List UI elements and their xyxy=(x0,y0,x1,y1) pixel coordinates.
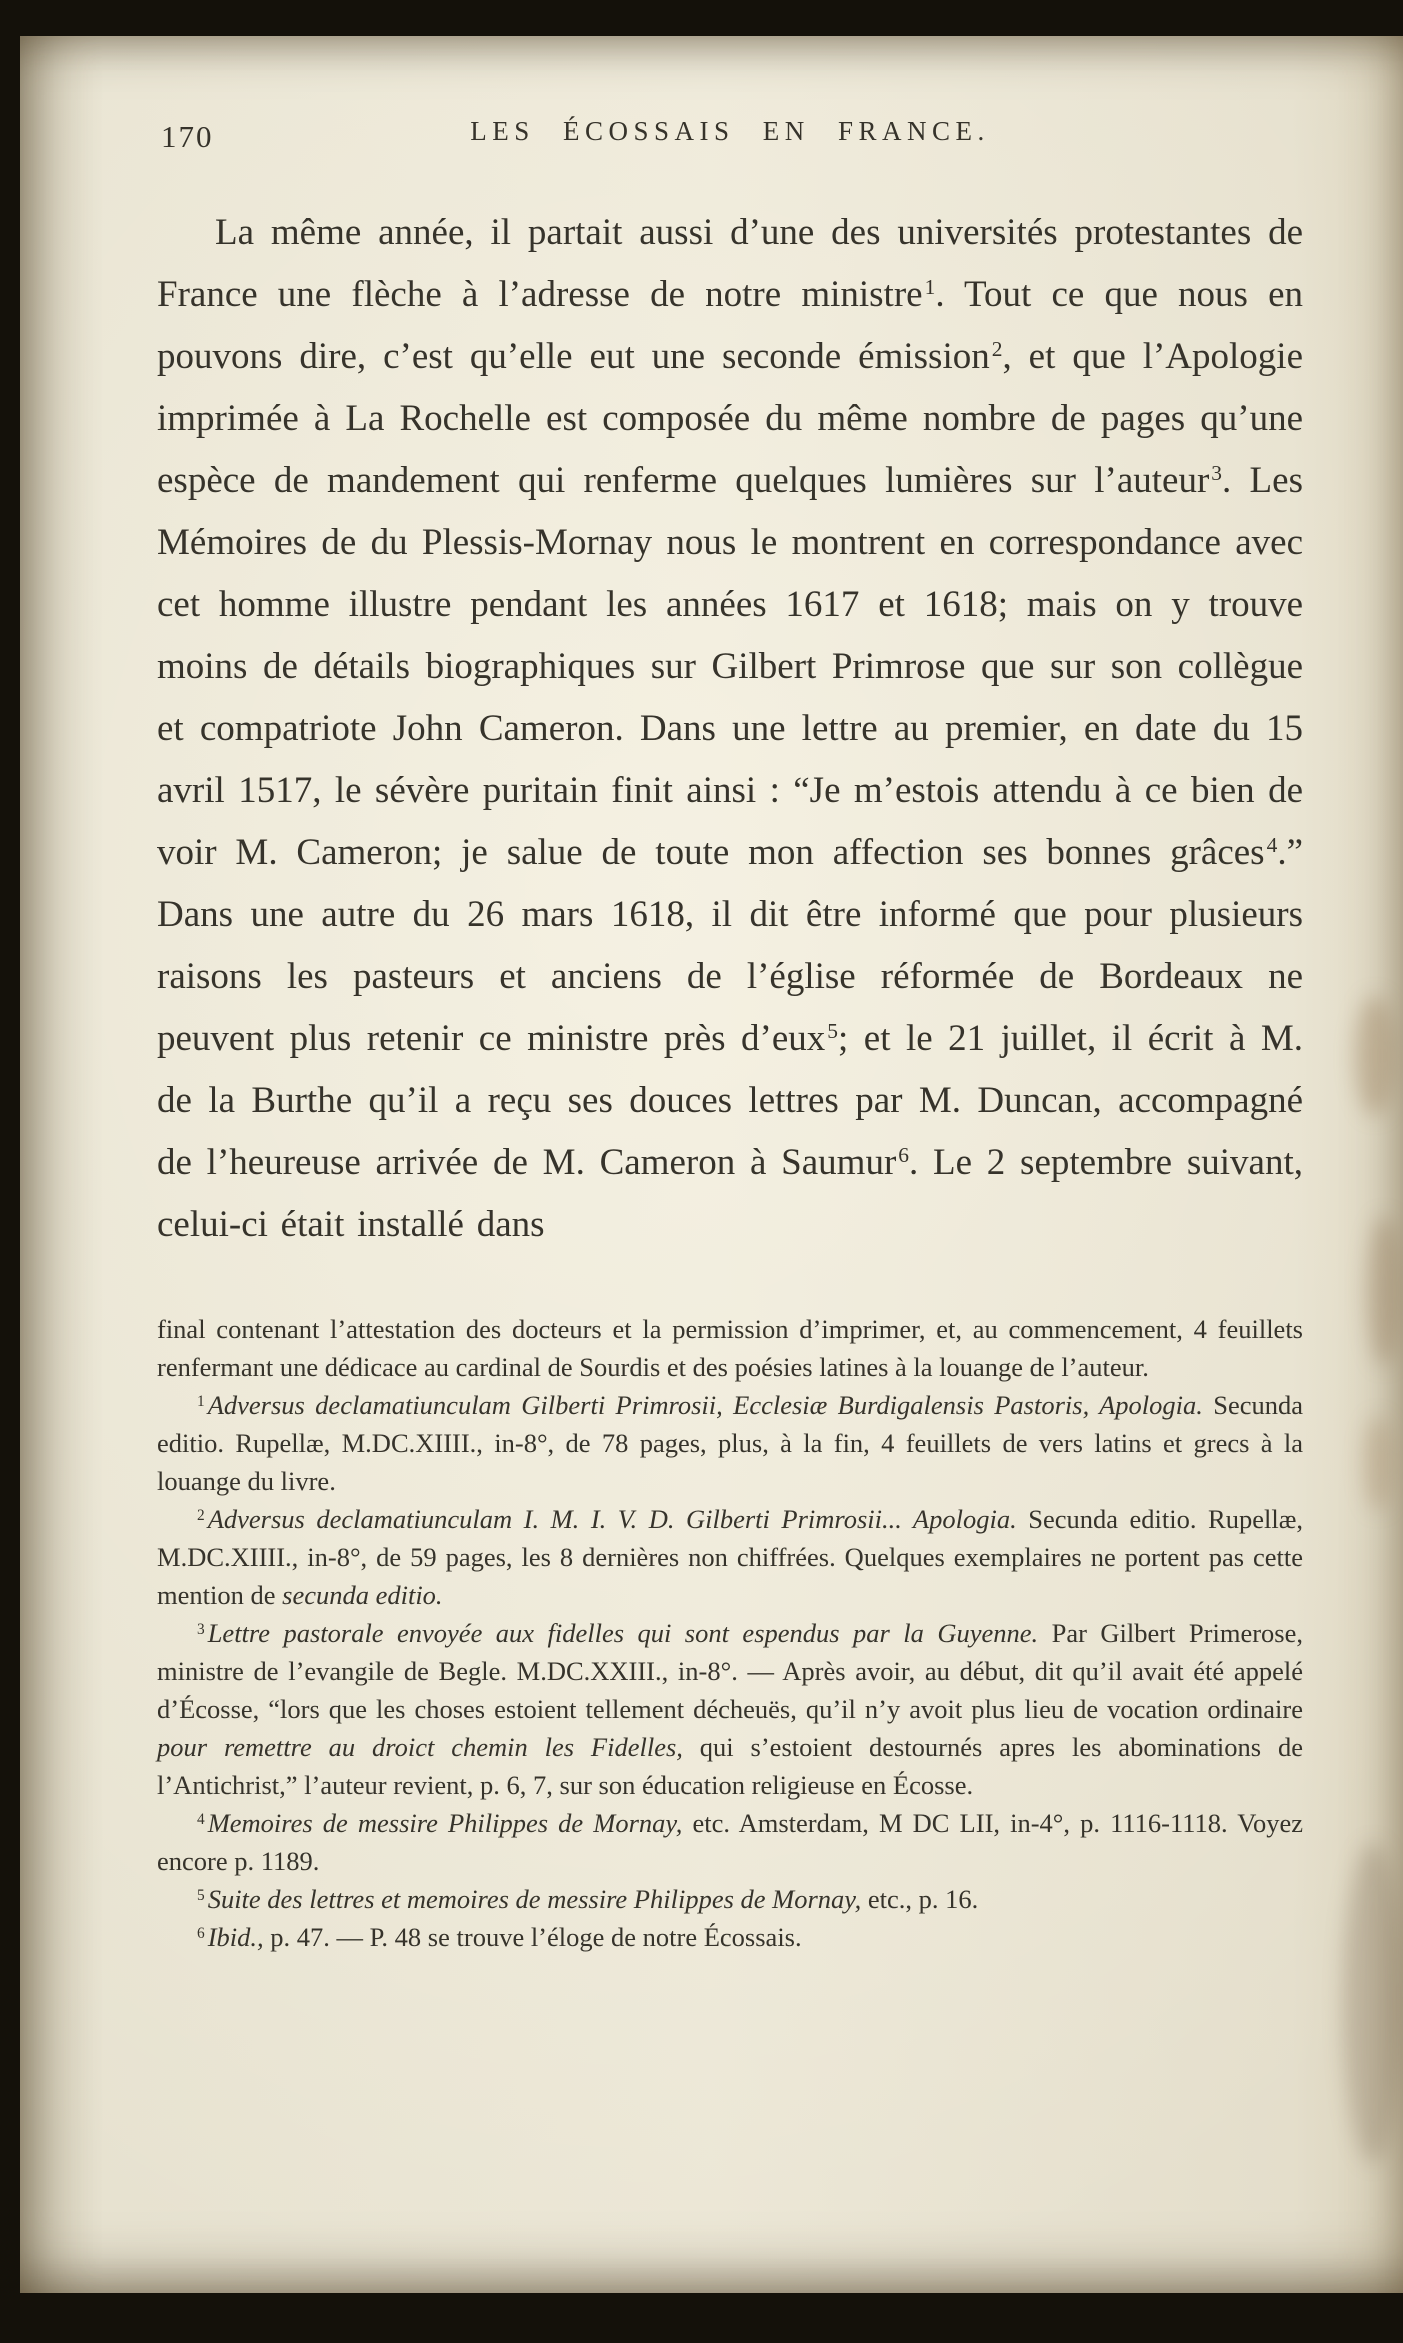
footnote-text-italic: Memoires de messire Philippes de Mornay, xyxy=(207,1808,683,1838)
page-stain xyxy=(1355,996,1395,1116)
footnote-marker: 4 xyxy=(197,1810,205,1828)
page-stain xyxy=(1343,1843,1403,2163)
footnote-marker: 6 xyxy=(197,1924,205,1942)
footnote-text: p. 47. — P. 48 se trouve l’éloge de notre Écossais. xyxy=(263,1922,802,1952)
footnote-text-italic: Adversus declamatiunculam Gilberti Primrosii, Ecclesiæ Burdigalensis Pastoris, Apologia. xyxy=(207,1390,1203,1420)
page-header xyxy=(157,116,1303,158)
footnote-text: etc., p. 16. xyxy=(861,1884,979,1914)
footnote-text-italic: secunda editio. xyxy=(282,1580,443,1610)
footnote-text-italic: Ibid., xyxy=(207,1922,264,1952)
footnote-ref: 6 xyxy=(898,1143,909,1168)
footnote-marker: 2 xyxy=(197,1506,205,1524)
footnote xyxy=(157,1918,1303,1956)
footnote-text: final contenant l’attestation des docteurs et la permission d’imprimer, et, au commencement, 4 feuillets renfermant une dédicace au cardinal de Sourdis et des poésies latines à la louange de l’auteur. xyxy=(157,1314,1303,1382)
body-paragraph: La même année, il partait aussi d’une des universités protestantes de France une flèche à l’adresse de notre ministre$^1$. Tout ce que nous en pouvons dire, c’est qu’elle eut une seconde émission$^2$, et que l’Apologie imprimée à La Rochelle est composée du même nombre de pages qu’une espèce de mandement qui renferme quelques lumières sur l’auteur$^3$. Les Mémoires de du Plessis-Mornay nous le montrent en correspondance avec cet homme illustre pendant les années 1617 et 1618; mais on y trouve moins de détails biographiques sur Gilbert Primrose que sur son collègue et compatriote John Cameron. Dans une lettre au premier, en date du 15 avril 1517, le sévère puritain finit ainsi : “Je m’estois attendu à ce bien de voir M. Cameron; je salue de toute mon affection ses bonnes grâces$^4$.” Dans une autre du 26 mars 1618, il dit être informé que pour plusieurs raisons les pasteurs et anciens de l’église réformée de Bordeaux ne peuvent plus retenir ce ministre près d’eux$^5$; et le 21 juillet, il écrit à M. de la Burthe qu’il a reçu ses douces lettres par M. Duncan, accompagné de l’heureuse arrivée de M. Cameron à Saumur$^6$. Le 2 septembre suivant, celui-ci était installé dans xyxy=(157,212,1304,1245)
footnote-marker: 1 xyxy=(197,1392,205,1410)
footnote xyxy=(157,1614,1303,1804)
footnote xyxy=(157,1500,1303,1614)
footnote-text-italic: Lettre pastorale envoyée aux fidelles qui sont espendus par la Guyenne. xyxy=(207,1618,1039,1648)
footnote-text-italic: Adversus declamatiunculam I. M. I. V. D. Gilberti Primrosii... Apologia. xyxy=(207,1504,1017,1534)
footnote-text: etc. Amsterdam, M DC LII, in-4°, p. 1116-1118. Voyez encore p. 1189. xyxy=(157,1808,1303,1876)
page-content xyxy=(157,36,1303,1956)
footnote-text-italic: Suite des lettres et memoires de messire Philippes de Mornay, xyxy=(207,1884,862,1914)
book-page xyxy=(20,36,1403,2293)
footnote-ref: 3 xyxy=(1211,461,1223,486)
page-stain xyxy=(1363,1416,1393,1511)
footnote xyxy=(157,1386,1303,1500)
footnote-text: Secunda editio. Rupellæ, M.DC.XIIII., in-8°, de 59 pages, les 8 dernières non chiffrées. Quelques exemplaires ne portent pas cette mention de xyxy=(157,1504,1303,1610)
footnote xyxy=(157,1880,1303,1918)
running-head: LES ÉCOSSAIS EN FRANCE. xyxy=(470,116,990,146)
footnote-text: Par Gilbert Primerose, ministre de l’evangile de Begle. M.DC.XXIII., in-8°. — Après avoir, au début, dit qu’il avait été appelé d’Écosse, “lors que les choses estoient tellement décheuës, qu’il n’y avoit plus lieu de vocation ordinaire xyxy=(157,1618,1303,1724)
footnote-text: Secunda editio. Rupellæ, M.DC.XIIII., in-8°, de 78 pages, plus, à la fin, 4 feuillets de vers latins et grecs à la louange du livre. xyxy=(157,1390,1303,1496)
footnote-marker: 5 xyxy=(197,1886,205,1904)
footnote-ref: 5 xyxy=(827,1019,838,1044)
footnote-ref: 1 xyxy=(924,275,936,300)
page-stain xyxy=(1367,1216,1401,1366)
page-number: 170 xyxy=(161,119,214,154)
footnote-ref: 4 xyxy=(1266,833,1278,858)
footnotes-section xyxy=(157,1310,1303,1956)
footnote-text: qui s’estoient destournés apres les abominations de l’Antichrist,” l’auteur revient, p. 6, 7, sur son éducation religieuse en Écosse. xyxy=(157,1732,1303,1800)
footnote xyxy=(157,1310,1303,1386)
footnote xyxy=(157,1804,1303,1880)
footnote-text-italic: pour remettre au droict chemin les Fidelles, xyxy=(157,1732,683,1762)
footnote-marker: 3 xyxy=(197,1620,205,1638)
footnote-ref: 2 xyxy=(991,337,1003,362)
